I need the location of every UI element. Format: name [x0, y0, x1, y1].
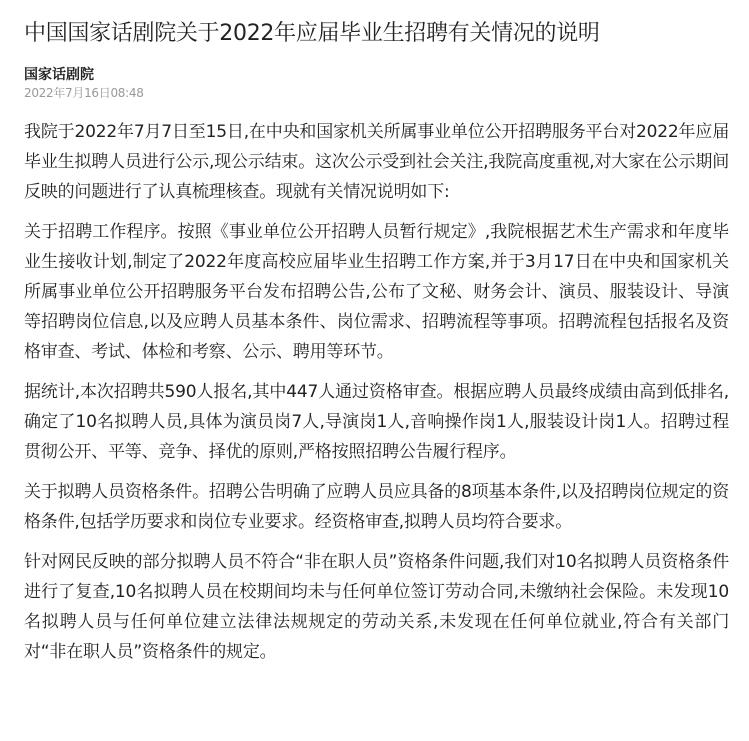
paragraph-procedure: 关于招聘工作程序。按照《事业单位公开招聘人员暂行规定》,我院根据艺术生产需求和年度毕业生接收计划,制定了2022年度高校应届毕业生招聘工作方案,并于3月17日在中央和国家机关所属事业单位公开招聘服务平台发布招聘公告,公布了文秘、财务会计、演员、服装设计、导演等招聘岗位信息,以及应聘人员基本条件、岗位需求、招聘流程等事项。招聘流程包括报名及资格审查、考试、体检和考察、公示、聘用等环节。 [24, 222, 729, 362]
paragraph-statistics: 据统计,本次招聘共590人报名,其中447人通过资格审查。根据应聘人员最终成绩由高到低排名,确定了10名拟聘人员,具体为演员岗7人,导演岗1人,音响操作岗1人,服装设计岗1人。招聘过程贯彻公开、平等、竞争、择优的原则,严格按照招聘公告履行程序。 [24, 382, 729, 462]
article-source[interactable]: 国家话剧院 [24, 67, 94, 83]
paragraph-intro: 我院于2022年7月7日至15日,在中央和国家机关所属事业单位公开招聘服务平台对2022年应届毕业生拟聘人员进行公示,现公示结束。这次公示受到社会关注,我院高度重视,对大家在公示期间反映的问题进行了认真梳理核查。现就有关情况说明如下: [24, 122, 729, 202]
paragraph-qualifications: 关于拟聘人员资格条件。招聘公告明确了应聘人员应具备的8项基本条件,以及招聘岗位规定的资格条件,包括学历要求和岗位专业要求。经资格审查,拟聘人员均符合要求。 [24, 482, 729, 532]
article-body [24, 117, 729, 667]
article-title: 中国国家话剧院关于2022年应届毕业生招聘有关情况的说明 [24, 21, 600, 46]
paragraph-review: 针对网民反映的部分拟聘人员不符合“非在职人员”资格条件问题,我们对10名拟聘人员资格条件进行了复查,10名拟聘人员在校期间均未与任何单位签订劳动合同,未缴纳社会保险。未发现10名拟聘人员与任何单位建立法律法规规定的劳动关系,未发现在任何单位就业,符合有关部门对“非在职人员”资格条件的规定。 [24, 552, 729, 662]
publish-date: 2022年7月16日08:48 [24, 86, 144, 100]
article [24, 0, 729, 677]
article-meta [24, 66, 729, 101]
